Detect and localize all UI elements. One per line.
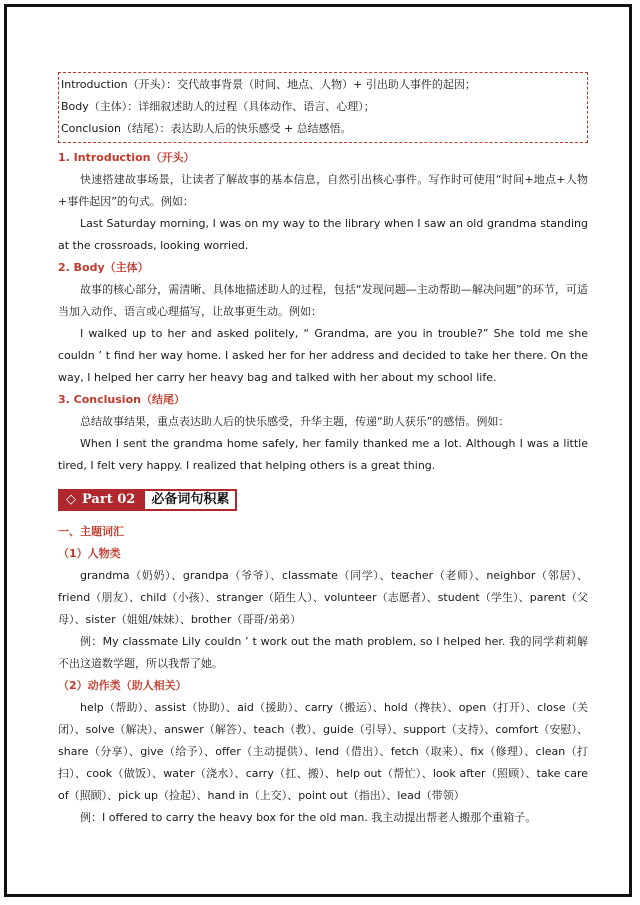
body-heading: 2. Body（主体） <box>58 261 149 274</box>
part-label-block <box>58 489 143 511</box>
body-example: I walked up to her and asked politely, “ Grandma, are you in trouble?” She told me she couldn ’ t find her way home. I asked her for her address and decided to take her there. On the way, I helped her carry her heavy bag and talked with her about my school life. <box>58 327 588 384</box>
intro-heading: 1. Introduction（开头） <box>58 151 195 164</box>
diamond-icon: ◇ <box>66 492 76 507</box>
conclusion-example: When I sent the grandma home safely, her family thanked me a lot. Although I was a little tired, I felt very happy. I realized that helping others is a great thing. <box>58 437 588 472</box>
summary-intro-line: Introduction（开头）：交代故事背景（时间、地点、人物）+ 引出助人事件的起因； <box>61 78 476 91</box>
vocab-heading: 一、主题词汇 <box>58 525 124 538</box>
conclusion-heading: 3. Conclusion（结尾） <box>58 393 185 406</box>
summary-body-line: Body（主体）：详细叙述助人的过程（具体动作、语言、心理）； <box>61 100 375 113</box>
people-example: 例：My classmate Lily couldn ’ t work out the math problem, so I helped her. 我的同学莉莉解不出这道数学题，所以我帮了她。 <box>58 635 588 670</box>
action-example: 例：I offered to carry the heavy box for the old man. 我主动提出帮老人搬那个重箱子。 <box>80 811 537 824</box>
action-heading: （2）动作类（助人相关） <box>58 679 187 692</box>
intro-description: 快速搭建故事场景，让读者了解故事的基本信息，自然引出核心事件。写作时可使用“时间+地点+人物+事件起因”的句式。例如： <box>58 173 588 208</box>
intro-example: Last Saturday morning, I was on my way to the library when I saw an old grandma standing at the crossroads, looking worried. <box>58 217 588 252</box>
people-heading: （1）人物类 <box>58 547 121 560</box>
conclusion-description: 总结故事结果，重点表达助人后的快乐感受，升华主题，传递“助人获乐”的感悟。例如： <box>80 415 510 428</box>
document-content <box>58 72 588 829</box>
part-number: Part 02 <box>82 492 136 507</box>
structure-summary-box <box>58 72 588 143</box>
body-description: 故事的核心部分，需清晰、具体地描述助人的过程，包括“发现问题—主动帮助—解决问题”的环节，可适当加入动作、语言或心理描写，让故事更生动。例如： <box>58 283 588 318</box>
summary-conclusion-line: Conclusion（结尾）：表达助人后的快乐感受 + 总结感悟。 <box>61 122 352 135</box>
part-banner <box>58 489 588 511</box>
action-words: help（帮助）、assist（协助）、aid（援助）、carry（搬运）、hold（搀扶）、open（打开）、close（关闭）、solve（解决）、answer（解答）、teach（教）、guide（引导）、support（支持）、comfort（安慰）、share（分享）、give（给予）、offer（主动提供）、lend（借出）、fetch（取来）、fix（修理）、clean（打扫）、cook（做饭）、water（浇水）、carry（扛、搬）、help out（帮忙）、look after（照顾）、take care of（照顾）、pick up（捡起）、hand in（上交）、point out（指出）、lead（带领） <box>58 701 588 802</box>
people-words: grandma（奶奶）、grandpa（爷爷）、classmate（同学）、teacher（老师）、neighbor（邻居）、friend（朋友）、child（小孩）、stranger（陌生人）、volunteer（志愿者）、student（学生）、parent（父母）、sister（姐姐/妹妹）、brother（哥哥/弟弟） <box>58 569 588 626</box>
part-title: 必备词句积累 <box>143 489 237 511</box>
